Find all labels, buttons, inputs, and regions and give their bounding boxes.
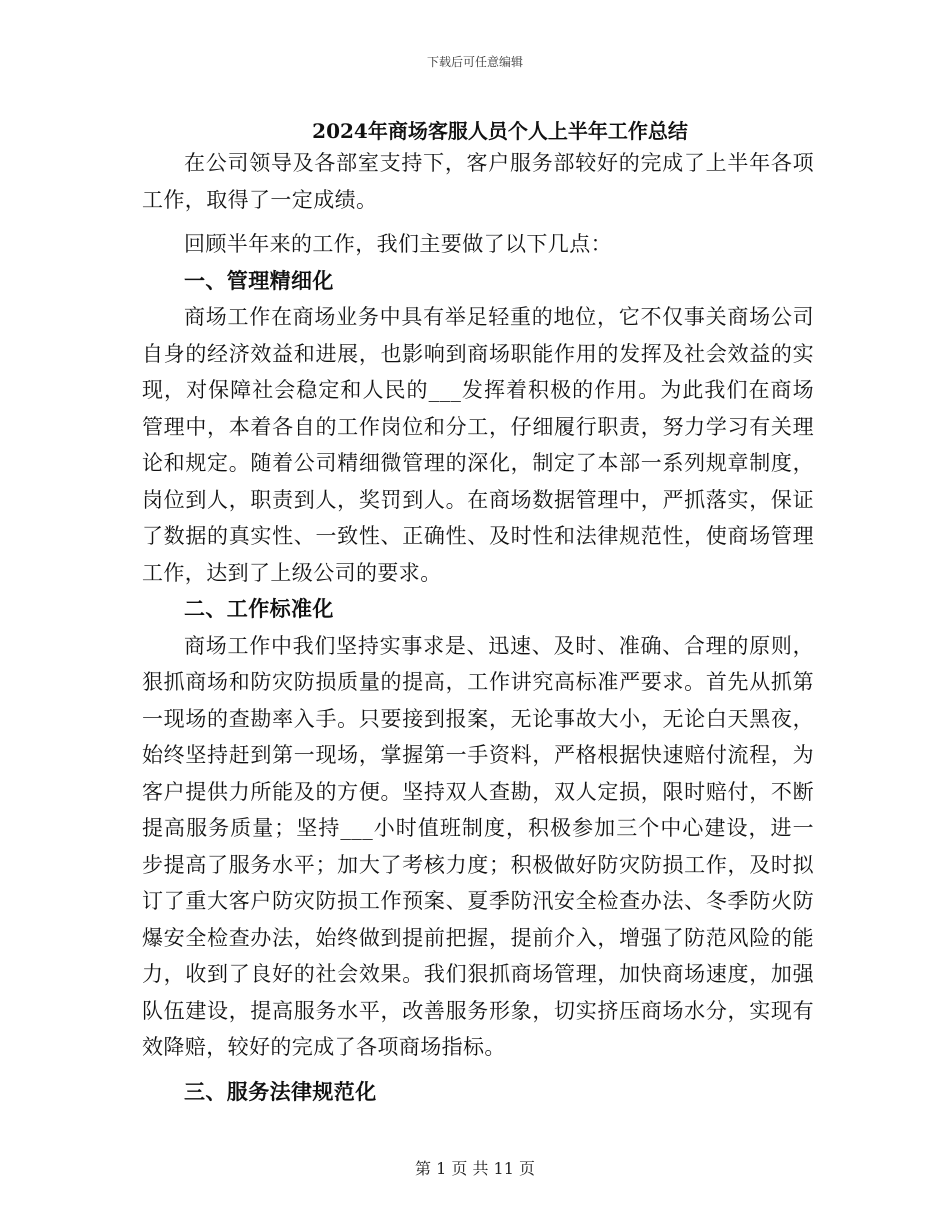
section-heading-3: 三、服务法律规范化 [184, 1078, 377, 1104]
header-note: 下载后可任意编辑 [426, 55, 523, 69]
section-heading-2: 二、工作标准化 [184, 596, 334, 621]
document-title: 2024年商场客服人员个人上半年工作总结 [312, 119, 688, 143]
document-body [142, 145, 814, 1110]
section-2-paragraph: 商场工作中我们坚持实事求是、迅速、及时、准确、合理的原则，狠抓商场和防灾防损质量的提高，工作讲究高标准严要求。首先从抓第一现场的查勘率入手。只要接到报案，无论事故大小，无论白天黑夜，始终坚持赶到第一现场，掌握第一手资料，严格根据快速赔付流程，为客户提供力所能及的方便。坚持双人查勘，双人定损，限时赔付，不断提高服务质量；坚持___小时值班制度，积极参加三个中心建设，进一步提高了服务水平；加大了考核力度；积极做好防灾防损工作，及时拟订了重大客户防灾防损工作预案、夏季防汛安全检查办法、冬季防火防爆安全检查办法，始终做到提前把握，提前介入，增强了防范风险的能力，收到了良好的社会效果。我们狠抓商场管理，加快商场速度，加强队伍建设，提高服务水平，改善服务形象，切实挤压商场水分，实现有效降赔，较好的完成了各项商场指标。 [142, 633, 814, 1059]
review-paragraph: 回顾半年来的工作，我们主要做了以下几点： [184, 232, 612, 256]
intro-paragraph: 在公司领导及各部室支持下，客户服务部较好的完成了上半年各项工作，取得了一定成绩。 [142, 151, 814, 212]
section-1-paragraph: 商场工作在商场业务中具有举足轻重的地位，它不仅事关商场公司自身的经济效益和进展，也影响到商场职能作用的发挥及社会效益的实现，对保障社会稳定和人民的___发挥着积极的作用。为此我们在商场管理中，本着各自的工作岗位和分工，仔细履行职责，努力学习有关理论和规定。随着公司精细微管理的深化，制定了本部一系列规章制度，岗位到人，职责到人，奖罚到人。在商场数据管理中，严抓落实，保证了数据的真实性、一致性、正确性、及时性和法律规范性，使商场管理工作，达到了上级公司的要求。 [142, 305, 814, 585]
section-heading-1: 一、管理精细化 [184, 267, 334, 293]
page-number: 第 1 页 共 11 页 [415, 1159, 535, 1178]
